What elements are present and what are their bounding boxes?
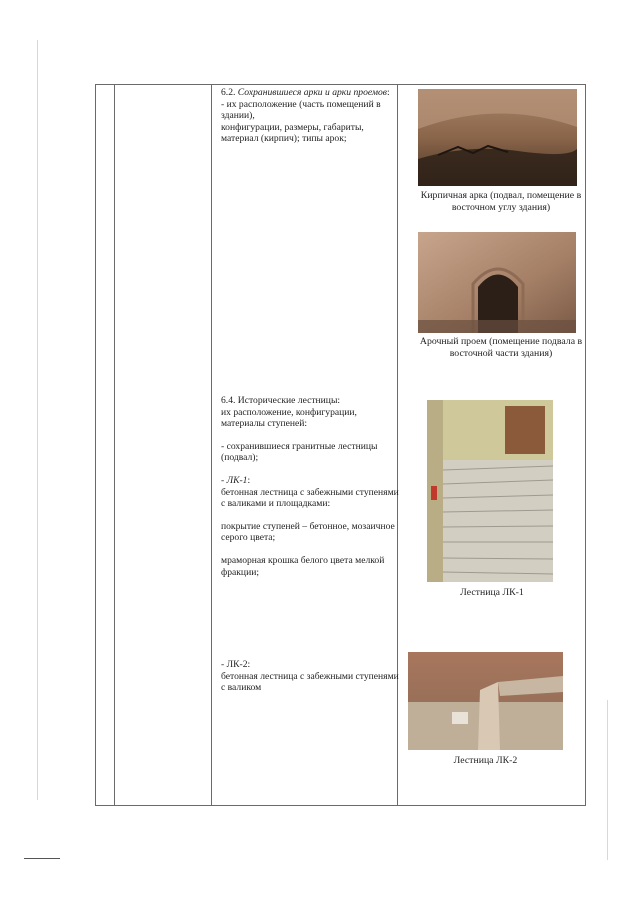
arches-line-1: - их расположение (часть помещений в здании), (221, 98, 381, 122)
stairs-granite: - сохранившиеся гранитные лестницы (подвал); (221, 440, 378, 464)
arches-heading-number: 6.2. (221, 87, 238, 98)
lk1-description: бетонная лестница с забежными ступенями с валиками и площадками: (221, 486, 399, 510)
footnote-rule (24, 858, 60, 859)
lk2-description: бетонная лестница с забежными ступенями с валиком (221, 670, 399, 694)
section-stairs-text (221, 395, 399, 578)
staircase-lk2-photo (408, 652, 563, 750)
brick-arch-photo (418, 89, 577, 186)
lk1-label-text: - ЛК-1 (221, 474, 248, 486)
arches-line-2: конфигурации, размеры, габариты, материал (кирпич); типы арок; (221, 121, 364, 145)
section-lk2-text (221, 659, 399, 694)
section-arches-text (221, 87, 399, 145)
brick-arch-caption: Кирпичная арка (подвал, помещение в восточном углу здания) (420, 190, 582, 213)
arch-opening-caption: Арочный проем (помещение подвала в восточной части здания) (419, 336, 583, 359)
lk1-label (221, 475, 399, 487)
staircase-lk1-photo (427, 400, 553, 582)
stairs-heading: 6.4. Исторические лестницы: (221, 395, 341, 406)
scan-edge-left (37, 40, 38, 800)
lk1-label-colon: : (247, 474, 251, 486)
lk1-cover: покрытие ступеней – бетонное, мозаичное серого цвета; (221, 520, 395, 544)
column-divider-2 (211, 85, 212, 805)
arches-heading (221, 87, 399, 99)
arch-opening-photo (418, 232, 576, 333)
arches-heading-colon: : (386, 87, 390, 98)
column-divider-1 (114, 85, 115, 805)
staircase-lk2-caption: Лестница ЛК-2 (453, 755, 518, 766)
staircase-lk1-caption: Лестница ЛК-1 (460, 587, 524, 598)
lk2-label: - ЛК-2: (221, 659, 251, 670)
scan-edge-right (607, 700, 608, 860)
lk1-chips: мраморная крошка белого цвета мелкой фракции; (221, 554, 385, 578)
stairs-subheading: их расположение, конфигурации, материалы ступеней: (221, 406, 357, 430)
arches-heading-title: Сохранившиеся арки и арки проемов (237, 87, 387, 98)
